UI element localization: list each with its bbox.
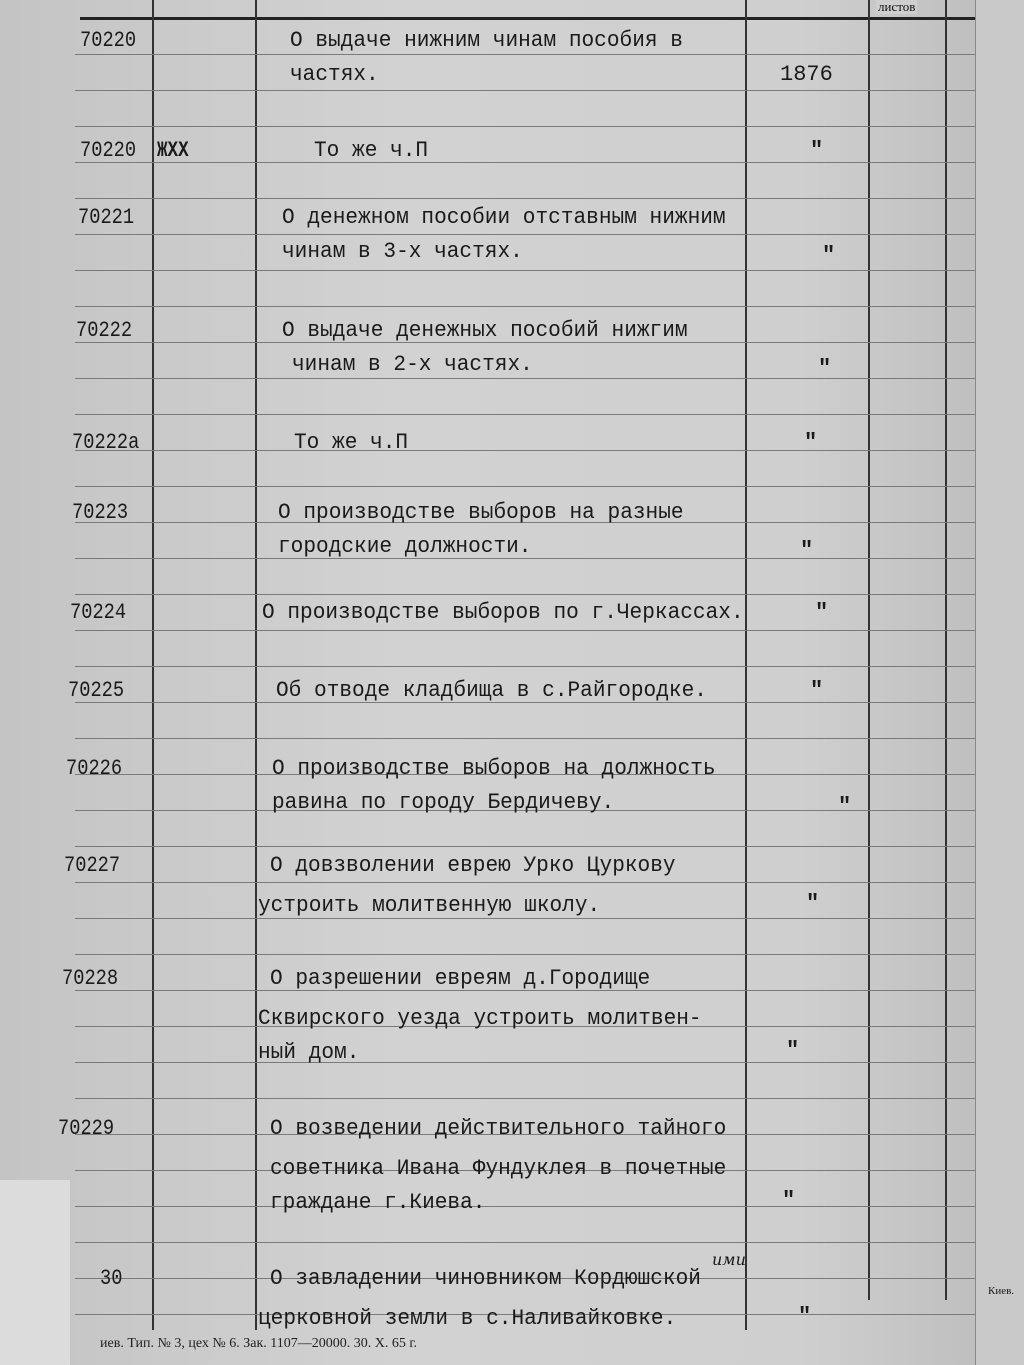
item-title-line: О выдаче денежных пособий нижгим xyxy=(282,318,688,343)
row-rule xyxy=(75,414,975,415)
row-rule xyxy=(75,306,975,307)
ditto-mark: " xyxy=(798,1304,812,1329)
row-rule xyxy=(75,270,975,271)
item-title-line: О возведении действительного тайного xyxy=(270,1116,727,1141)
row-rule xyxy=(75,918,975,919)
row-rule xyxy=(75,162,975,163)
row-rule xyxy=(75,1242,975,1243)
item-title-line: ный дом. xyxy=(258,1040,360,1065)
ditto-mark: " xyxy=(782,1188,796,1213)
ditto-mark: " xyxy=(804,430,818,455)
row-rule xyxy=(75,882,975,883)
item-number: 70224 xyxy=(70,600,127,625)
item-title-line: устроить молитвенную школу. xyxy=(258,893,601,918)
row-rule xyxy=(75,450,975,451)
ditto-mark: " xyxy=(810,678,824,703)
row-rule xyxy=(75,378,975,379)
item-number: 70225 xyxy=(68,678,125,703)
item-title-line: Об отводе кладбища в с.Райгородке. xyxy=(276,678,707,703)
row-rule xyxy=(75,1206,975,1207)
item-title-line: О выдаче нижним чинам пособия в xyxy=(290,28,683,53)
item-number: 70226 xyxy=(66,756,123,781)
row-rule xyxy=(75,666,975,667)
item-number: 70227 xyxy=(64,853,121,878)
item-number: 70222а xyxy=(72,430,140,455)
paper-slip xyxy=(0,1180,70,1365)
item-title-line: О производстве выборов по г.Черкассах. xyxy=(262,600,744,625)
row-rule xyxy=(75,90,975,91)
ditto-mark: " xyxy=(818,356,832,381)
row-rule xyxy=(75,126,975,127)
item-title-line: То же ч.П xyxy=(314,138,429,163)
adjacent-page xyxy=(975,0,1024,1365)
item-sub-mark: ЖХХ xyxy=(157,138,189,163)
row-rule xyxy=(75,954,975,955)
item-title-line: чинам в 2-х частях. xyxy=(292,352,533,377)
item-title-line: О завладении чиновником Кордюшской xyxy=(270,1266,701,1291)
item-title-line: О денежном пособии отставным нижним xyxy=(282,205,726,230)
item-title-line: О производстве выборов на должность xyxy=(272,756,716,781)
row-rule xyxy=(75,594,975,595)
item-title-line: граждане г.Киева. xyxy=(270,1190,486,1215)
ditto-mark: " xyxy=(822,243,836,268)
row-rule xyxy=(75,1062,975,1063)
column-rule xyxy=(152,0,154,1330)
item-number: 70220 xyxy=(80,138,137,163)
item-title-line: О разрешении евреям д.Городище xyxy=(270,966,651,991)
item-number: 70229 xyxy=(58,1116,115,1141)
item-number: 70228 xyxy=(62,966,119,991)
handwritten-correction: ими xyxy=(712,1250,746,1269)
ditto-mark: " xyxy=(786,1038,800,1063)
item-title-line: городские должности. xyxy=(278,534,532,559)
item-title-line: О довзволении еврею Урко Цуркову xyxy=(270,853,676,878)
row-rule xyxy=(75,234,975,235)
row-rule xyxy=(75,846,975,847)
ditto-mark: " xyxy=(838,794,852,819)
printer-footer: иев. Тип. № 3, цех № 6. Зак. 1107—20000. 30. X. 65 г. xyxy=(100,1336,418,1351)
row-rule xyxy=(75,54,975,55)
item-number: 70220 xyxy=(80,28,137,53)
item-number: 70222 xyxy=(76,318,133,343)
item-title-line: То же ч.П xyxy=(294,430,409,455)
row-rule xyxy=(75,1098,975,1099)
item-title-line: Сквирского уезда устроить молитвен- xyxy=(258,1006,702,1031)
column-rule xyxy=(945,0,947,1300)
row-rule xyxy=(75,738,975,739)
item-year: 1876 xyxy=(780,62,833,87)
header-rule xyxy=(80,17,980,20)
column-header: листов xyxy=(878,0,916,14)
row-rule xyxy=(75,630,975,631)
adjacent-page-text: Киев. xyxy=(988,1285,1015,1297)
item-title-line: О производстве выборов на разные xyxy=(278,500,684,525)
column-rule xyxy=(868,0,870,1300)
row-rule xyxy=(75,198,975,199)
item-title-line: советника Ивана Фундуклея в почетные xyxy=(270,1156,727,1181)
ditto-mark: " xyxy=(806,891,820,916)
column-rule xyxy=(745,0,747,1330)
item-title-line: чинам в 3-х частях. xyxy=(282,239,523,264)
item-number: 30 xyxy=(100,1266,123,1291)
ditto-mark: " xyxy=(815,600,829,625)
ditto-mark: " xyxy=(810,138,824,163)
item-title-line: равина по городу Бердичеву. xyxy=(272,790,615,815)
item-number: 70221 xyxy=(78,205,135,230)
item-title-line: церковной земли в с.Наливайковке. xyxy=(258,1306,677,1331)
item-title-line: частях. xyxy=(290,62,379,87)
item-number: 70223 xyxy=(72,500,129,525)
column-rule xyxy=(255,0,257,1330)
ditto-mark: " xyxy=(800,538,814,563)
row-rule xyxy=(75,486,975,487)
